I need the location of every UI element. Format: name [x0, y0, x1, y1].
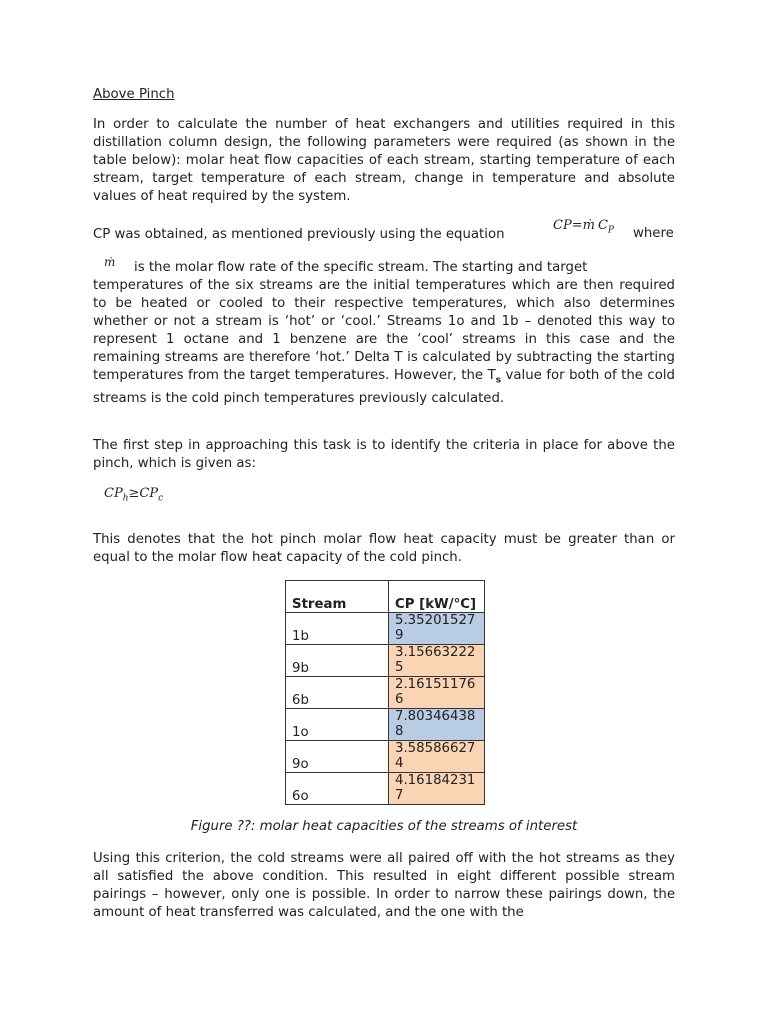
stream-cell: 1o	[286, 709, 389, 741]
mdot-symbol: ṁ	[104, 255, 116, 269]
ts-symbol: $T_s$	[487, 368, 502, 386]
intro-paragraph: In order to calculate the number of heat exchangers and utilities required in this distillation column design, the following parameters were required (as shown in the table below): molar heat flow capacities of each stream, starting temperature of each stream, target temperature of each stream, change in temperature and absolute values of heat required by the system.	[93, 117, 675, 204]
table-row	[286, 677, 485, 709]
cp-value-cell: 7.803464388	[389, 709, 485, 741]
stream-cell: 9b	[286, 645, 389, 677]
cp-value-cell: 5.352015279	[389, 613, 485, 645]
stream-cell: 6o	[286, 773, 389, 805]
cp-table	[285, 580, 485, 805]
table-row	[286, 773, 485, 805]
table-row	[286, 613, 485, 645]
where-word: where	[633, 226, 674, 241]
stream-cell: 1b	[286, 613, 389, 645]
stream-header: Stream	[286, 581, 389, 613]
denotes-paragraph: This denotes that the hot pinch molar flow heat capacity must be greater than or equal to the molar flow heat capacity of the cold pinch.	[93, 532, 675, 565]
stream-cell: 6b	[286, 677, 389, 709]
cp-value-cell: 2.161511766	[389, 677, 485, 709]
cp-header: CP [kW/°C]	[389, 581, 485, 613]
cp-value-cell: 3.585866274	[389, 741, 485, 773]
cp-value-cell: 4.161842317	[389, 773, 485, 805]
figure-caption: Figure ??: molar heat capacities of the streams of interest	[190, 819, 578, 834]
cp-value-cell: 3.156632225	[389, 645, 485, 677]
table-row	[286, 645, 485, 677]
cp-equation: CP=ṁ $C_P$	[553, 218, 614, 236]
stream-cell: 9o	[286, 741, 389, 773]
mdot-definition-line: is the molar flow rate of the specific stream. The starting and target	[134, 260, 588, 275]
streams-paragraph: temperatures of the six streams are the initial temperatures which are then required to be heated or cooled to their respective temperatures, which also determines whether or not a stream is ‘hot’ or ‘cool.’ Streams 1o and 1b – denoted this way to represent 1 octane and 1 benzene are the ‘cool’ streams in this case and the remaining streams are therefore ‘hot.’ Delta T is calculated by subtracting the starting temperatures from the target temperatures. However, the $T_s$ value for both of the cold streams is the cold pinch temperatures previously calculated.	[93, 278, 675, 406]
table-row	[286, 741, 485, 773]
pairing-paragraph: Using this criterion, the cold streams were all paired off with the hot streams as they all satisfied the above condition. This resulted in eight different possible stream pairings – however, only one is possible. In order to narrow these pairings down, the amount of heat transferred was calculated, and the one with the	[93, 851, 675, 920]
section-heading: Above Pinch	[93, 87, 175, 102]
cp-lead-text: CP was obtained, as mentioned previously using the equation	[93, 227, 505, 242]
table-row	[286, 709, 485, 741]
criterion-equation: $CP_h\ge CP_c$	[104, 486, 164, 504]
criteria-paragraph: The first step in approaching this task is to identify the criteria in place for above the pinch, which is given as:	[93, 438, 675, 471]
table-header-row	[286, 581, 485, 613]
